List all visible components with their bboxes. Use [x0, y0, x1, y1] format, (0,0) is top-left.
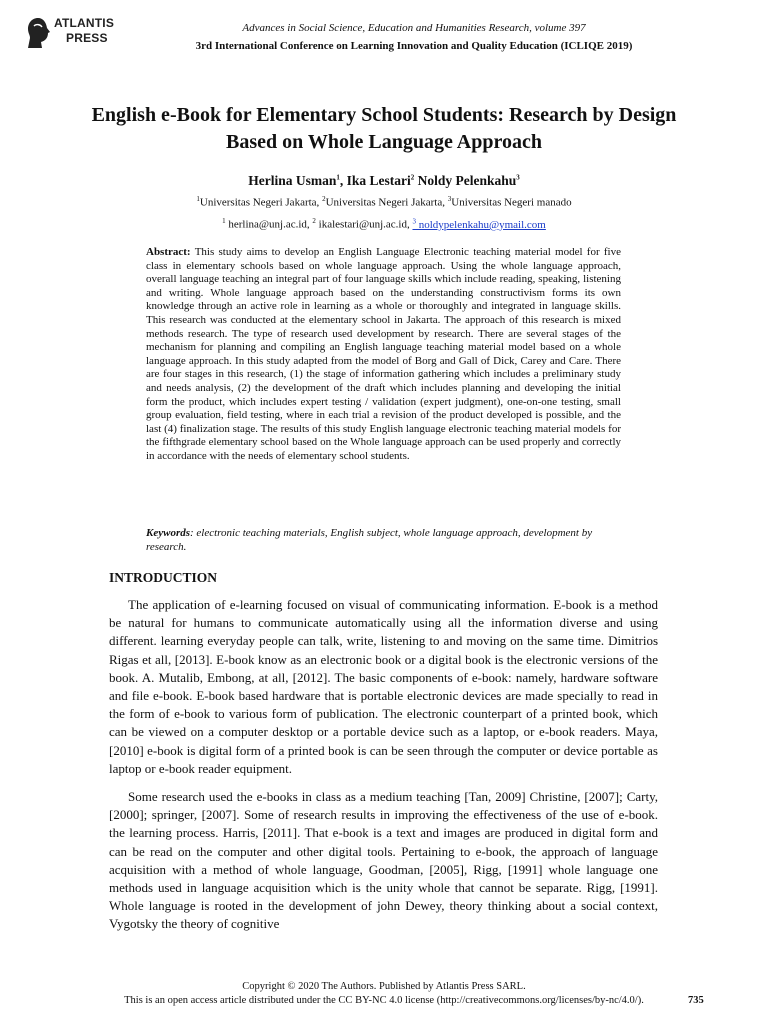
logo-line-2: PRESS — [66, 31, 108, 45]
conference-name: 3rd International Conference on Learning Innovation and Quality Education (ICLIQE 2019) — [195, 40, 633, 52]
journal-series: Advances in Social Science, Education and Humanities Research, volume 397 — [242, 22, 586, 34]
footer-copyright: Copyright © 2020 The Authors. Published by Atlantis Press SARL. — [242, 981, 526, 992]
email-link-text: noldypelenkahu@ymail.com — [415, 218, 546, 231]
affil-sup: 3 — [447, 195, 452, 203]
email-link[interactable] — [412, 219, 545, 231]
author-name: Ika Lestari — [346, 173, 411, 188]
email-sup: 2 — [312, 217, 316, 225]
email: herlina@unj.ac.id, — [228, 218, 313, 231]
email-sup: 1 — [222, 217, 226, 225]
author-name: Herlina Usman — [248, 173, 337, 188]
body-paragraph: The application of e-learning focused on visual of communicating information. E-book is a method be natural for humans to communicate automatically using all the information diverse and using different. learning everyday people can talk, write, listening to and moving on the same time. Dimitrios Rigas et all, [2013]. E-book know as an electronic book or a digital book is the electronic versions of the book. A. Mutalib, Embong, at all, [2012]. The basic components of e-book: namely, hardware software and file e-book. E-book based hardware that is portable electronic devices are made specially to read in the form of e-book to various form of publication. The electronic counterpart of a printed book, which can be viewed on a computer desktop or a portable device such as a laptop, or e-book readers. Maya, [2010] e-book is digital form of a printed book is can be seen through the computer or device portable as laptop or e-book reader equipment. — [109, 597, 658, 776]
body-paragraph: Some research used the e-books in class as a medium teaching [Tan, 2009] Christine, [2007]; Carty, [2000]; springer, [2007]. Some of research results in improving the effectiveness of the use of e-book. the learning process. Harris, [2011]. That e-book is a text and images are produced in digital form and can be read on the computer and other digital tools. Pertaining to e-book, the approach of language acquisition with a method of whole language, Goodman, [2005], Rigg, [1991] whole language one methods used in language acquisition which is the unity whole that cannot be separate. Rigg, [1991]. Whole language is rooted in the development of john Dewey, theory thinking about a social context, Vygotsky the theory of cognitive — [109, 789, 658, 932]
section-heading: INTRODUCTION — [109, 570, 218, 585]
paper-title: English e-Book for Elementary School Students: Research by Design Based on Whole Language Approach — [91, 104, 677, 153]
email-sup: 3 — [412, 217, 416, 225]
emails — [0, 217, 768, 231]
keywords — [146, 527, 621, 554]
footer-license: This is an open access article distributed under the CC BY-NC 4.0 license (http://creativecommons.org/licenses/by-nc/4.0/). — [124, 995, 644, 1006]
author-sup: 3 — [516, 173, 520, 182]
affiliation: Universitas Negeri Jakarta, — [325, 196, 448, 209]
abstract-label: Abstract: — [146, 246, 191, 258]
abstract — [146, 246, 621, 464]
affil-sup: 1 — [196, 195, 200, 203]
author-sup: 2 — [410, 173, 415, 182]
author-list: Herlina Usman$^1$, Ika Lestari$^2$ Noldy Pelenkahu$^3$ — [248, 173, 520, 188]
email: ikalestari@unj.ac.id, — [318, 218, 413, 231]
keywords-label: Keywords — [146, 527, 190, 539]
affiliation: Universitas Negeri Jakarta, — [199, 196, 323, 209]
affil-sup: 2 — [322, 195, 326, 203]
logo-line-1: ATLANTIS — [54, 16, 115, 30]
author-sup: 1 — [336, 173, 340, 182]
author-name: Noldy Pelenkahu — [417, 173, 517, 188]
affiliation: Universitas Negeri manado — [451, 196, 572, 209]
affiliations — [0, 195, 768, 209]
keywords-text: : electronic teaching materials, English subject, whole language approach, development by research. — [146, 527, 593, 553]
abstract-text: This study aims to develop an English Language Electronic teaching material model for five class in elementary schools based on whole language approach. Using the whole language approach, overall language teaching an integral part of four language skills which include reading, speaking, listening and writing. Whole language approach based on the understanding constructivism forms its own knowledge through an active role in learning as a whole or thoroughly and integrated in language skills. This research was conducted at the elementary school in Jakarta. The approach of this research is mixed methods research. The type of research used development by research. There are several stages of the mechanism for planning and compiling an English language teaching material model based on a whole language approach. In this study adapted from the model of Borg and Gall of Dick, Carey and Care. There are four stages in this research, (1) the stage of information gathering which includes a preliminary study and needs analysis, (2) the development of the draft which includes planning and developing the initial form the product, which includes expert testing / validation (expert judgment), one-on-one testing, small group evaluation, field testing, where in each trial a revision of the product developed is possible, and the last (4) finalization stage. The results of this study English language electronic teaching material models for the fifthgrade elementary school based on the Whole language approach can be used properly and correctly in accordance with the needs of elementary school students. — [146, 246, 621, 462]
page-number: 735 — [688, 995, 704, 1006]
